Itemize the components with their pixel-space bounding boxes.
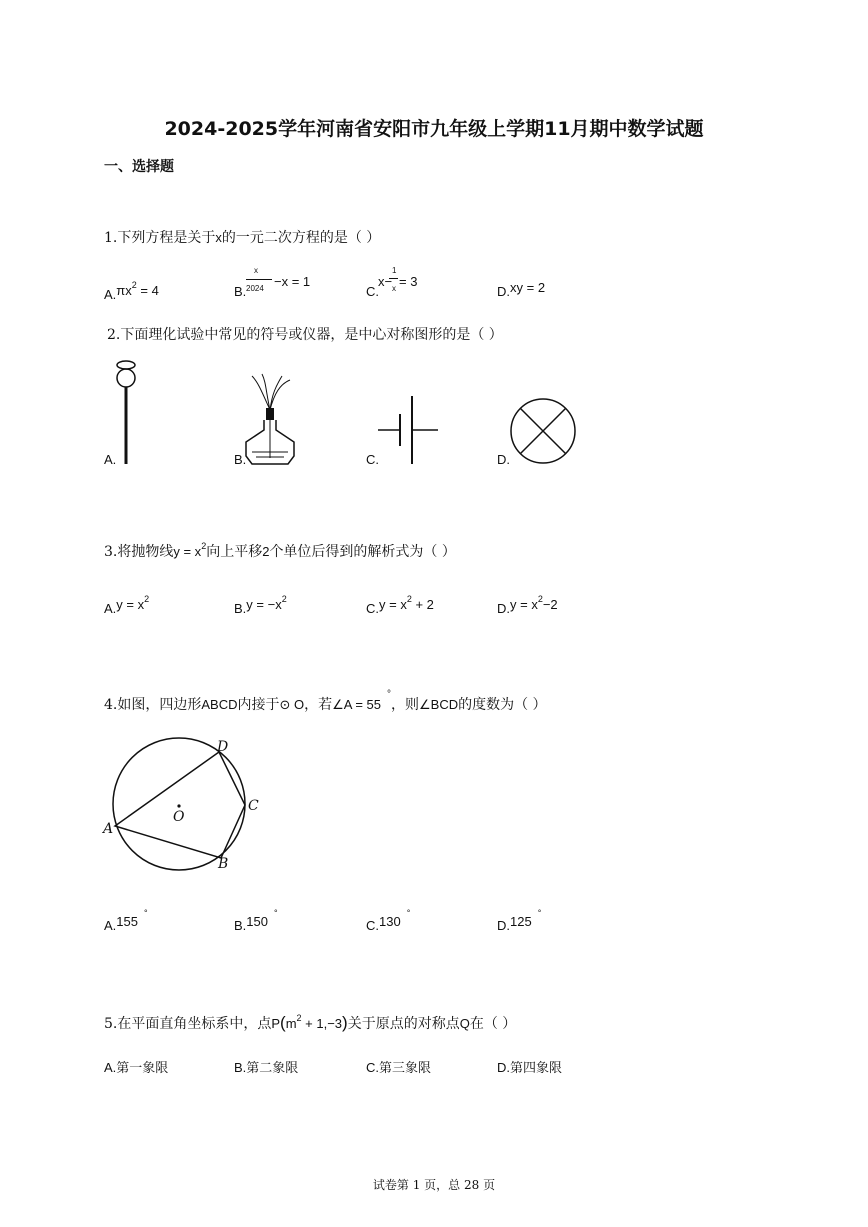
q4-option-a: A.155° — [104, 908, 148, 933]
q4-option-d: D.125° — [497, 908, 542, 933]
q3-option-d: $D.y = x^2-2$ — [497, 594, 558, 616]
question-1-stem: 1.下列方程是关于x的一元二次方程的是（ ） — [104, 230, 381, 246]
q2-option-d: D. — [497, 452, 510, 467]
q4-geometry-figure — [100, 736, 270, 876]
q4-option-b: B.150° — [234, 908, 278, 933]
q3-option-c: $C.y = x^2 + 2$ — [366, 594, 434, 616]
q4-option-c: C.130° — [366, 908, 411, 933]
question-5-stem: 5.在平面直角坐标系中，点$P(m^2 + 1,-3)$关于原点的对称点Q在（ ） — [104, 1013, 517, 1032]
question-4-stem: 4.如图，四边形ABCD内接于⊙ O，若∠A = 55°，则∠BCD的度数为（ ） — [104, 689, 547, 713]
q2-option-c: C. — [366, 452, 379, 467]
question-2-stem: 2.下面理化试验中常见的符号或仪器，是中心对称图形的是（ ） — [107, 327, 503, 343]
page-footer: 试卷第 1 页，总 28 页 — [372, 1178, 496, 1192]
page-title: 2024-2025学年河南省安阳市九年级上学期11月期中数学试题 — [164, 118, 704, 140]
section-heading: 一、选择题 — [104, 159, 174, 175]
label-a: A — [103, 821, 114, 837]
q3-option-b: $B.y = -x^2$ — [234, 594, 287, 616]
question-3-stem: 3.将抛物线$y = x^2$向上平移2个单位后得到的解析式为（ ） — [104, 541, 456, 560]
q3-option-a: $A.y = x^2$ — [104, 594, 150, 616]
label-d: D — [217, 739, 229, 755]
q2-figure-b-flask — [240, 372, 300, 468]
q1-option-d: D.xy = 2 — [497, 280, 546, 299]
q1-option-a: $A.\pi x^2 = 4$ — [104, 280, 159, 302]
q2-figure-a-pin — [112, 358, 144, 466]
q5-option-d: D.第四象限 — [497, 1060, 563, 1075]
q2-option-a: A. — [104, 452, 117, 467]
label-o: O — [173, 809, 185, 825]
label-c: C — [248, 798, 259, 814]
q2-figure-c-battery-symbol — [376, 394, 440, 466]
q5-option-a: A.第一象限 — [104, 1060, 169, 1075]
q5-option-b: B.第二象限 — [234, 1060, 299, 1075]
label-b: B — [218, 856, 229, 872]
q2-figure-d-lamp-symbol — [508, 396, 578, 466]
q5-option-c: C.第三象限 — [366, 1060, 432, 1075]
q2-option-b: B. — [234, 452, 247, 467]
